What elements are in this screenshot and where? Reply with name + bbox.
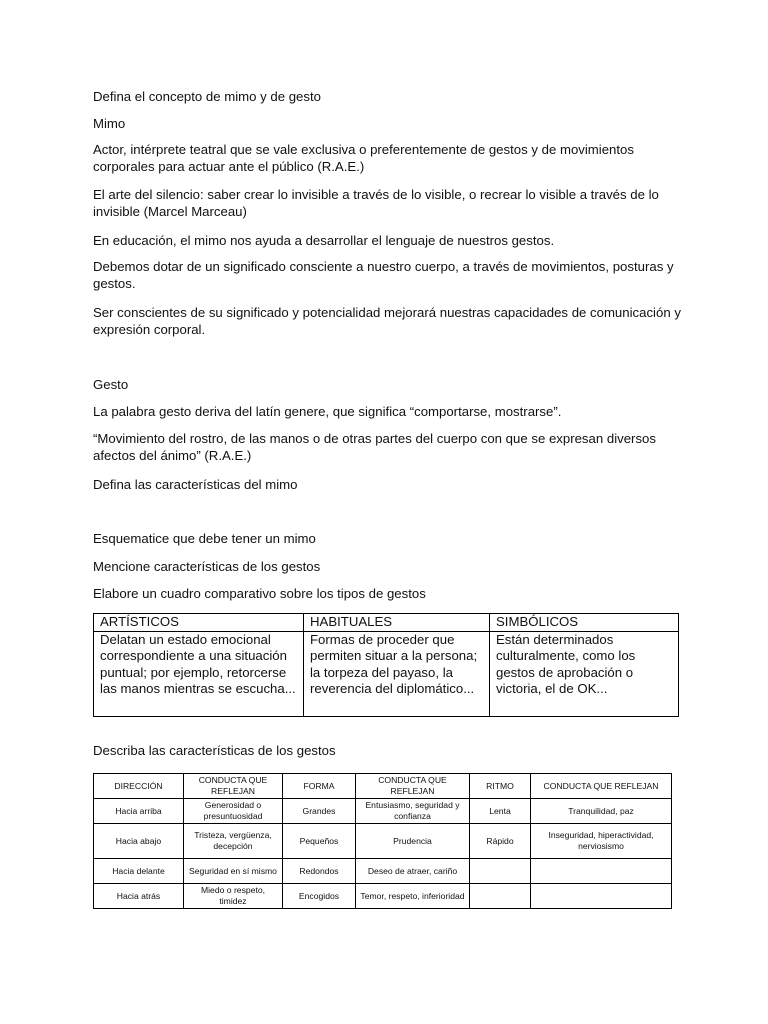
table-cell: Redondos xyxy=(283,859,356,884)
table-cell: Encogidos xyxy=(283,884,356,909)
header-artisticos: ARTÍSTICOS xyxy=(94,614,304,632)
table-cell: Prudencia xyxy=(356,824,470,859)
cell-habituales: Formas de proceder que permiten situar a la persona; la torpeza del payaso, la reverencia del diplomático... xyxy=(304,631,490,716)
table-cell: Rápido xyxy=(470,824,531,859)
paragraph-gesto-definition: “Movimiento del rostro, de las manos o de otras partes del cuerpo con que se expresan diversos afectos del ánimo” (R.A.E.) xyxy=(93,431,656,463)
question-mime-characteristics: Defina las características del mimo xyxy=(93,477,298,492)
table-cell xyxy=(470,859,531,884)
paragraph-education: En educación, el mimo nos ayuda a desarrollar el lenguaje de nuestros gestos. xyxy=(93,233,555,248)
table-cell: Deseo de atraer, cariño xyxy=(356,859,470,884)
table-row xyxy=(94,799,672,824)
table-cell: Miedo o respeto, timidez xyxy=(184,884,283,909)
header-simbolicos: SIMBÓLICOS xyxy=(490,614,679,632)
table-row xyxy=(94,884,672,909)
paragraph-marceau-quote: El arte del silencio: saber crear lo invisible a través de lo visible, o recrear lo visible a través de lo invisible (Marcel Marceau) xyxy=(93,187,659,219)
cell-artisticos: Delatan un estado emocional correspondiente a una situación puntual; por ejemplo, retorcerse las manos mientras se escucha... xyxy=(94,631,304,716)
header-habituales: HABITUALES xyxy=(304,614,490,632)
cell-simbolicos: Están determinados culturalmente, como los gestos de aprobación o victoria, el de OK... xyxy=(490,631,679,716)
table-cell: Hacia abajo xyxy=(94,824,184,859)
table-cell: Seguridad en sí mismo xyxy=(184,859,283,884)
paragraph-awareness: Ser conscientes de su significado y potencialidad mejorará nuestras capacidades de comunicación y expresión corporal. xyxy=(93,305,681,337)
table-cell: Hacia atrás xyxy=(94,884,184,909)
table-cell xyxy=(531,884,672,909)
table-cell xyxy=(470,884,531,909)
header-direccion: DIRECCIÓN xyxy=(94,774,184,799)
table-cell: Lenta xyxy=(470,799,531,824)
table-cell: Entusiasmo, seguridad y confianza xyxy=(356,799,470,824)
table-cell: Tristeza, vergüenza, decepción xyxy=(184,824,283,859)
table-cell: Temor, respeto, inferioridad xyxy=(356,884,470,909)
table-cell: Pequeños xyxy=(283,824,356,859)
header-conducta-3: CONDUCTA QUE REFLEJAN xyxy=(531,774,672,799)
gesture-characteristics-table xyxy=(93,773,672,909)
header-ritmo: RITMO xyxy=(470,774,531,799)
paragraph-meaning: Debemos dotar de un significado consciente a nuestro cuerpo, a través de movimientos, posturas y gestos. xyxy=(93,259,674,291)
table-row xyxy=(94,824,672,859)
table-cell: Grandes xyxy=(283,799,356,824)
table-cell: Hacia delante xyxy=(94,859,184,884)
table-cell: Inseguridad, hiperactividad, nerviosismo xyxy=(531,824,672,859)
question-schematize-mime: Esquematice que debe tener un mimo xyxy=(93,531,316,546)
table-header-row xyxy=(94,774,672,799)
table-cell: Hacia arriba xyxy=(94,799,184,824)
paragraph-gesto-etymology: La palabra gesto deriva del latín genere, que significa “comportarse, mostrarse”. xyxy=(93,404,562,419)
question-define-mime-gesture: Defina el concepto de mimo y de gesto xyxy=(93,89,321,104)
gesture-types-table xyxy=(93,613,679,717)
table-cell: Tranquilidad, paz xyxy=(531,799,672,824)
question-describe-gestures: Describa las características de los gestos xyxy=(93,743,336,758)
header-conducta-1: CONDUCTA QUE REFLEJAN xyxy=(184,774,283,799)
question-gesture-characteristics: Mencione características de los gestos xyxy=(93,559,321,574)
paragraph-mimo-definition: Actor, intérprete teatral que se vale exclusiva o preferentemente de gestos y de movimientos corporales para actuar ante el público (R.A.E.) xyxy=(93,142,634,174)
header-conducta-2: CONDUCTA QUE REFLEJAN xyxy=(356,774,470,799)
heading-mimo: Mimo xyxy=(93,116,126,131)
heading-gesto: Gesto xyxy=(93,377,129,392)
table-cell: Generosidad o presuntuosidad xyxy=(184,799,283,824)
header-forma: FORMA xyxy=(283,774,356,799)
table-cell xyxy=(531,859,672,884)
table-row xyxy=(94,859,672,884)
table-header-row xyxy=(94,614,679,632)
table-row xyxy=(94,631,679,716)
question-comparative-chart: Elabore un cuadro comparativo sobre los tipos de gestos xyxy=(93,586,426,601)
